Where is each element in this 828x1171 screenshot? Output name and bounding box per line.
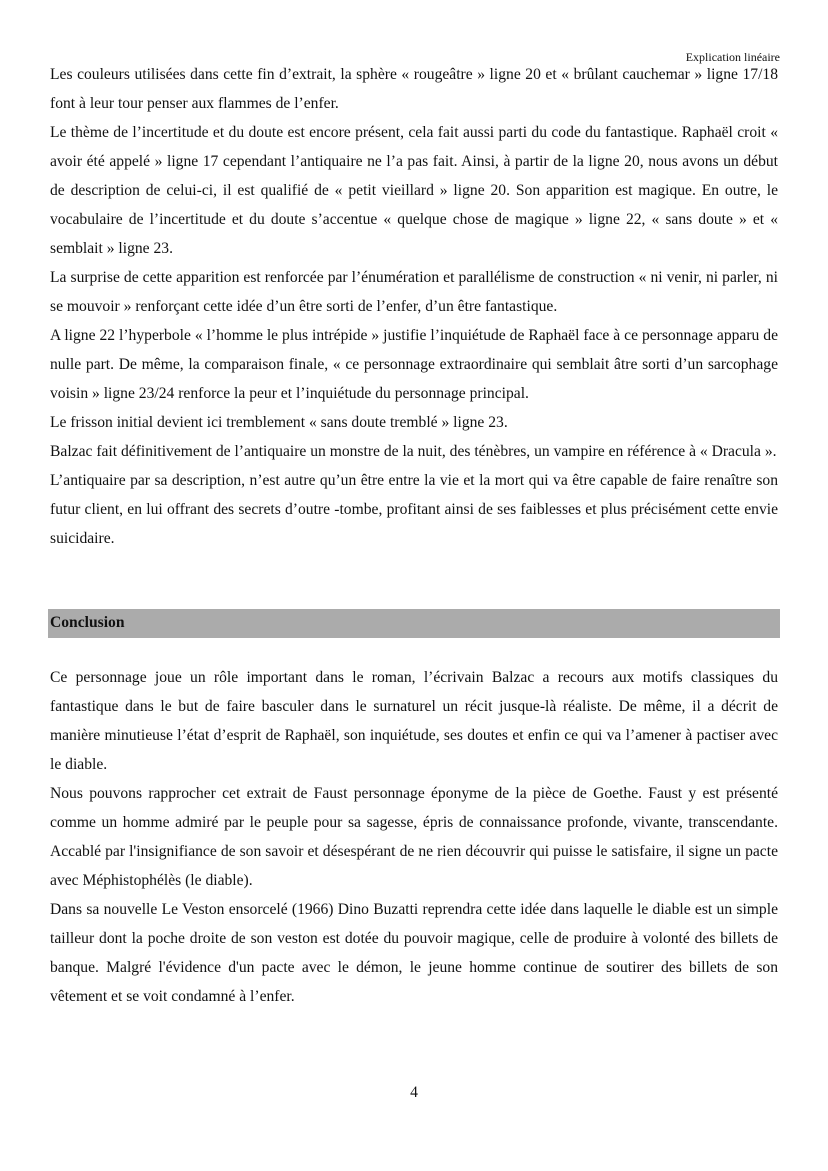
running-header: Explication linéaire — [685, 50, 780, 64]
paragraph-hyperbole: A ligne 22 l’hyperbole « l’homme le plus intrépide » justifie l’inquiétude de Raphaël face à ce personnage apparu de nulle part. De même, la comparaison finale, « ce personnage extraordinaire qui semblait âtre sorti d’un sarcophage voisin » ligne 23/24 renforce la peur et l’inquiétude du personnage principal. — [50, 327, 778, 402]
conclusion-paragraph-role: Ce personnage joue un rôle important dans le roman, l’écrivain Balzac a recours aux motifs classiques du fantastique dans le but de faire basculer dans le surnaturel un récit jusque-là réaliste. De même, il a décrit de manière minutieuse l’état d’esprit de Raphaël, son inquiétude, ses doutes et enfin ce qui va l’amener à pactiser avec le diable. — [50, 669, 778, 773]
paragraph-colors: Les couleurs utilisées dans cette fin d’extrait, la sphère « rougeâtre » ligne 20 et « brûlant cauchemar » ligne 17/18 font à leur tour penser aux flammes de l’enfer. — [50, 66, 778, 112]
paragraph-surprise: La surprise de cette apparition est renforcée par l’énumération et parallélisme de construction « ni venir, ni parler, ni se mouvoir » renforçant cette idée d’un être sorti de l’enfer, d’un être fantastique. — [50, 269, 778, 315]
conclusion-paragraph-buzzati: Dans sa nouvelle Le Veston ensorcelé (1966) Dino Buzatti reprendra cette idée dans laquelle le diable est un simple tailleur dont la poche droite de son veston est dotée du pouvoir magique, celle de produire à volonté des billets de banque. Malgré l'évidence d'un pacte avec le démon, le jeune homme continue de soutirer des billets de son vêtement et se voit condamné à l’enfer. — [50, 901, 778, 1005]
paragraph-shiver: Le frisson initial devient ici tremblement « sans doute tremblé » ligne 23. — [50, 414, 508, 431]
paragraph-uncertainty: Le thème de l’incertitude et du doute est encore présent, cela fait aussi parti du code du fantastique. Raphaël croit « avoir été appelé » ligne 17 cependant l’antiquaire ne l’a pas fait. Ainsi, à partir de la ligne 20, nous avons un début de description de celui-ci, il est qualifié de « petit vieillard » ligne 20. Son apparition est magique. En outre, le vocabulaire de l’incertitude et du doute s’accentue « quelque chose de magique » ligne 22, « sans doute » et « semblait » ligne 23. — [50, 124, 778, 257]
paragraph-dracula: Balzac fait définitivement de l’antiquaire un monstre de la nuit, des ténèbres, un vampire en référence à « Dracula ». — [50, 443, 777, 460]
paragraph-antiquarian: L’antiquaire par sa description, n’est autre qu’un être entre la vie et la mort qui va être capable de faire renaître son futur client, en lui offrant des secrets d’outre -tombe, profitant ainsi de ses faiblesses et plus précisément cette envie suicidaire. — [50, 472, 778, 547]
page-number: 4 — [410, 1084, 418, 1101]
analysis-section — [50, 60, 778, 553]
conclusion-heading: Conclusion — [50, 614, 125, 631]
conclusion-section — [50, 663, 778, 1011]
conclusion-paragraph-faust: Nous pouvons rapprocher cet extrait de Faust personnage éponyme de la pièce de Goethe. Faust y est présenté comme un homme admiré par le peuple pour sa sagesse, épris de connaissance profonde, vivante, transcendante. Accablé par l'insignifiance de son savoir et désespérant de ne rien découvrir qui puisse le satisfaire, il signe un pacte avec Méphistophélès (le diable). — [50, 785, 778, 889]
conclusion-heading-bar — [48, 609, 780, 638]
